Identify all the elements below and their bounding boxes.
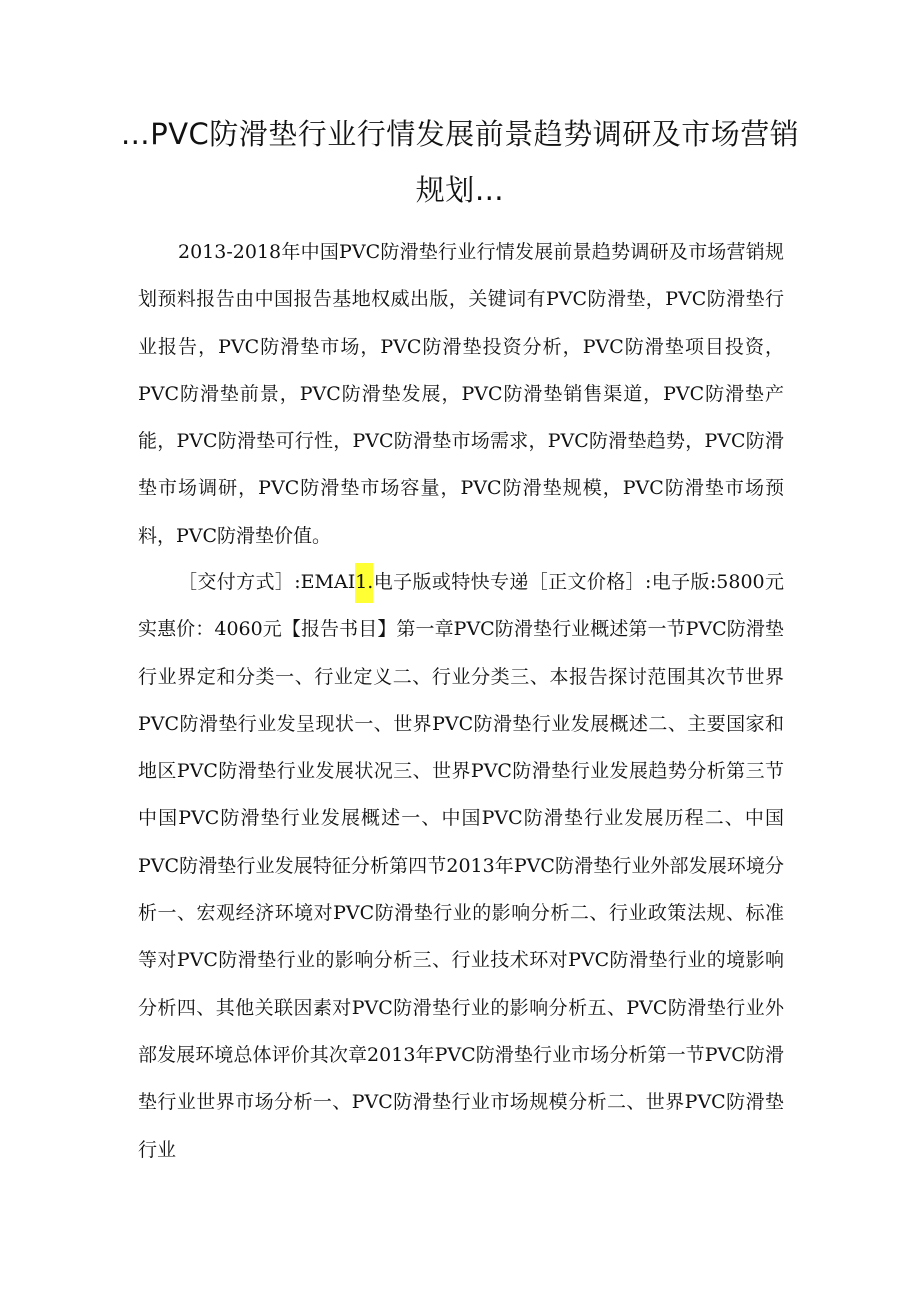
report-contents-text: 电子版或特快专递［正文价格］:电子版:5800元实惠价：4060元【报告书目】第一章PVC防滑垫行业概述第一节PVC防滑垫行业界定和分类一、行业定义二、行业分类三、本报告探讨范围其次节世界PVC防滑垫行业发呈现状一、世界PVC防滑垫行业发展概述二、主要国家和地区PVC防滑垫行业发展状况三、世界PVC防滑垫行业发展趋势分析第三节中国PVC防滑垫行业发展概述一、中国PVC防滑垫行业发展历程二、中国PVC防滑垫行业发展特征分析第四节2013年PVC防滑垫行业外部发展环境分析一、宏观经济环境对PVC防滑垫行业的影响分析二、行业政策法规、标准等对PVC防滑垫行业的影响分析三、行业技术环对PVC防滑垫行业的境影响分析四、其他关联因素对PVC防滑垫行业的影响分析五、PVC防滑垫行业外部发展环境总体评价其次章2013年PVC防滑垫行业市场分析第一节PVC防滑垫行业世界市场分析一、PVC防滑垫行业市场规模分析二、世界PVC防滑垫行业 bbox=[138, 571, 784, 1161]
paragraph-keywords: 2013-2018年中国PVC防滑垫行业行情发展前景趋势调研及市场营销规划预料报告由中国报告基地权威出版，关键词有PVC防滑垫，PVC防滑垫行业报告，PVC防滑垫市场，PVC防滑垫投资分析，PVC防滑垫项目投资，PVC防滑垫前景，PVC防滑垫发展，PVC防滑垫销售渠道，PVC防滑垫产能，PVC防滑垫可行性，PVC防滑垫市场需求，PVC防滑垫趋势，PVC防滑垫市场调研，PVC防滑垫市场容量，PVC防滑垫规模，PVC防滑垫市场预料，PVC防滑垫价值。 bbox=[138, 241, 784, 547]
paragraph-report-contents bbox=[138, 559, 784, 1174]
highlighted-text: 1. bbox=[355, 563, 373, 603]
document-title: …PVC防滑垫行业行情发展前景趋势调研及市场营销规划… bbox=[120, 117, 800, 207]
delivery-method-text: ［交付方式］:EMAI bbox=[178, 571, 356, 593]
